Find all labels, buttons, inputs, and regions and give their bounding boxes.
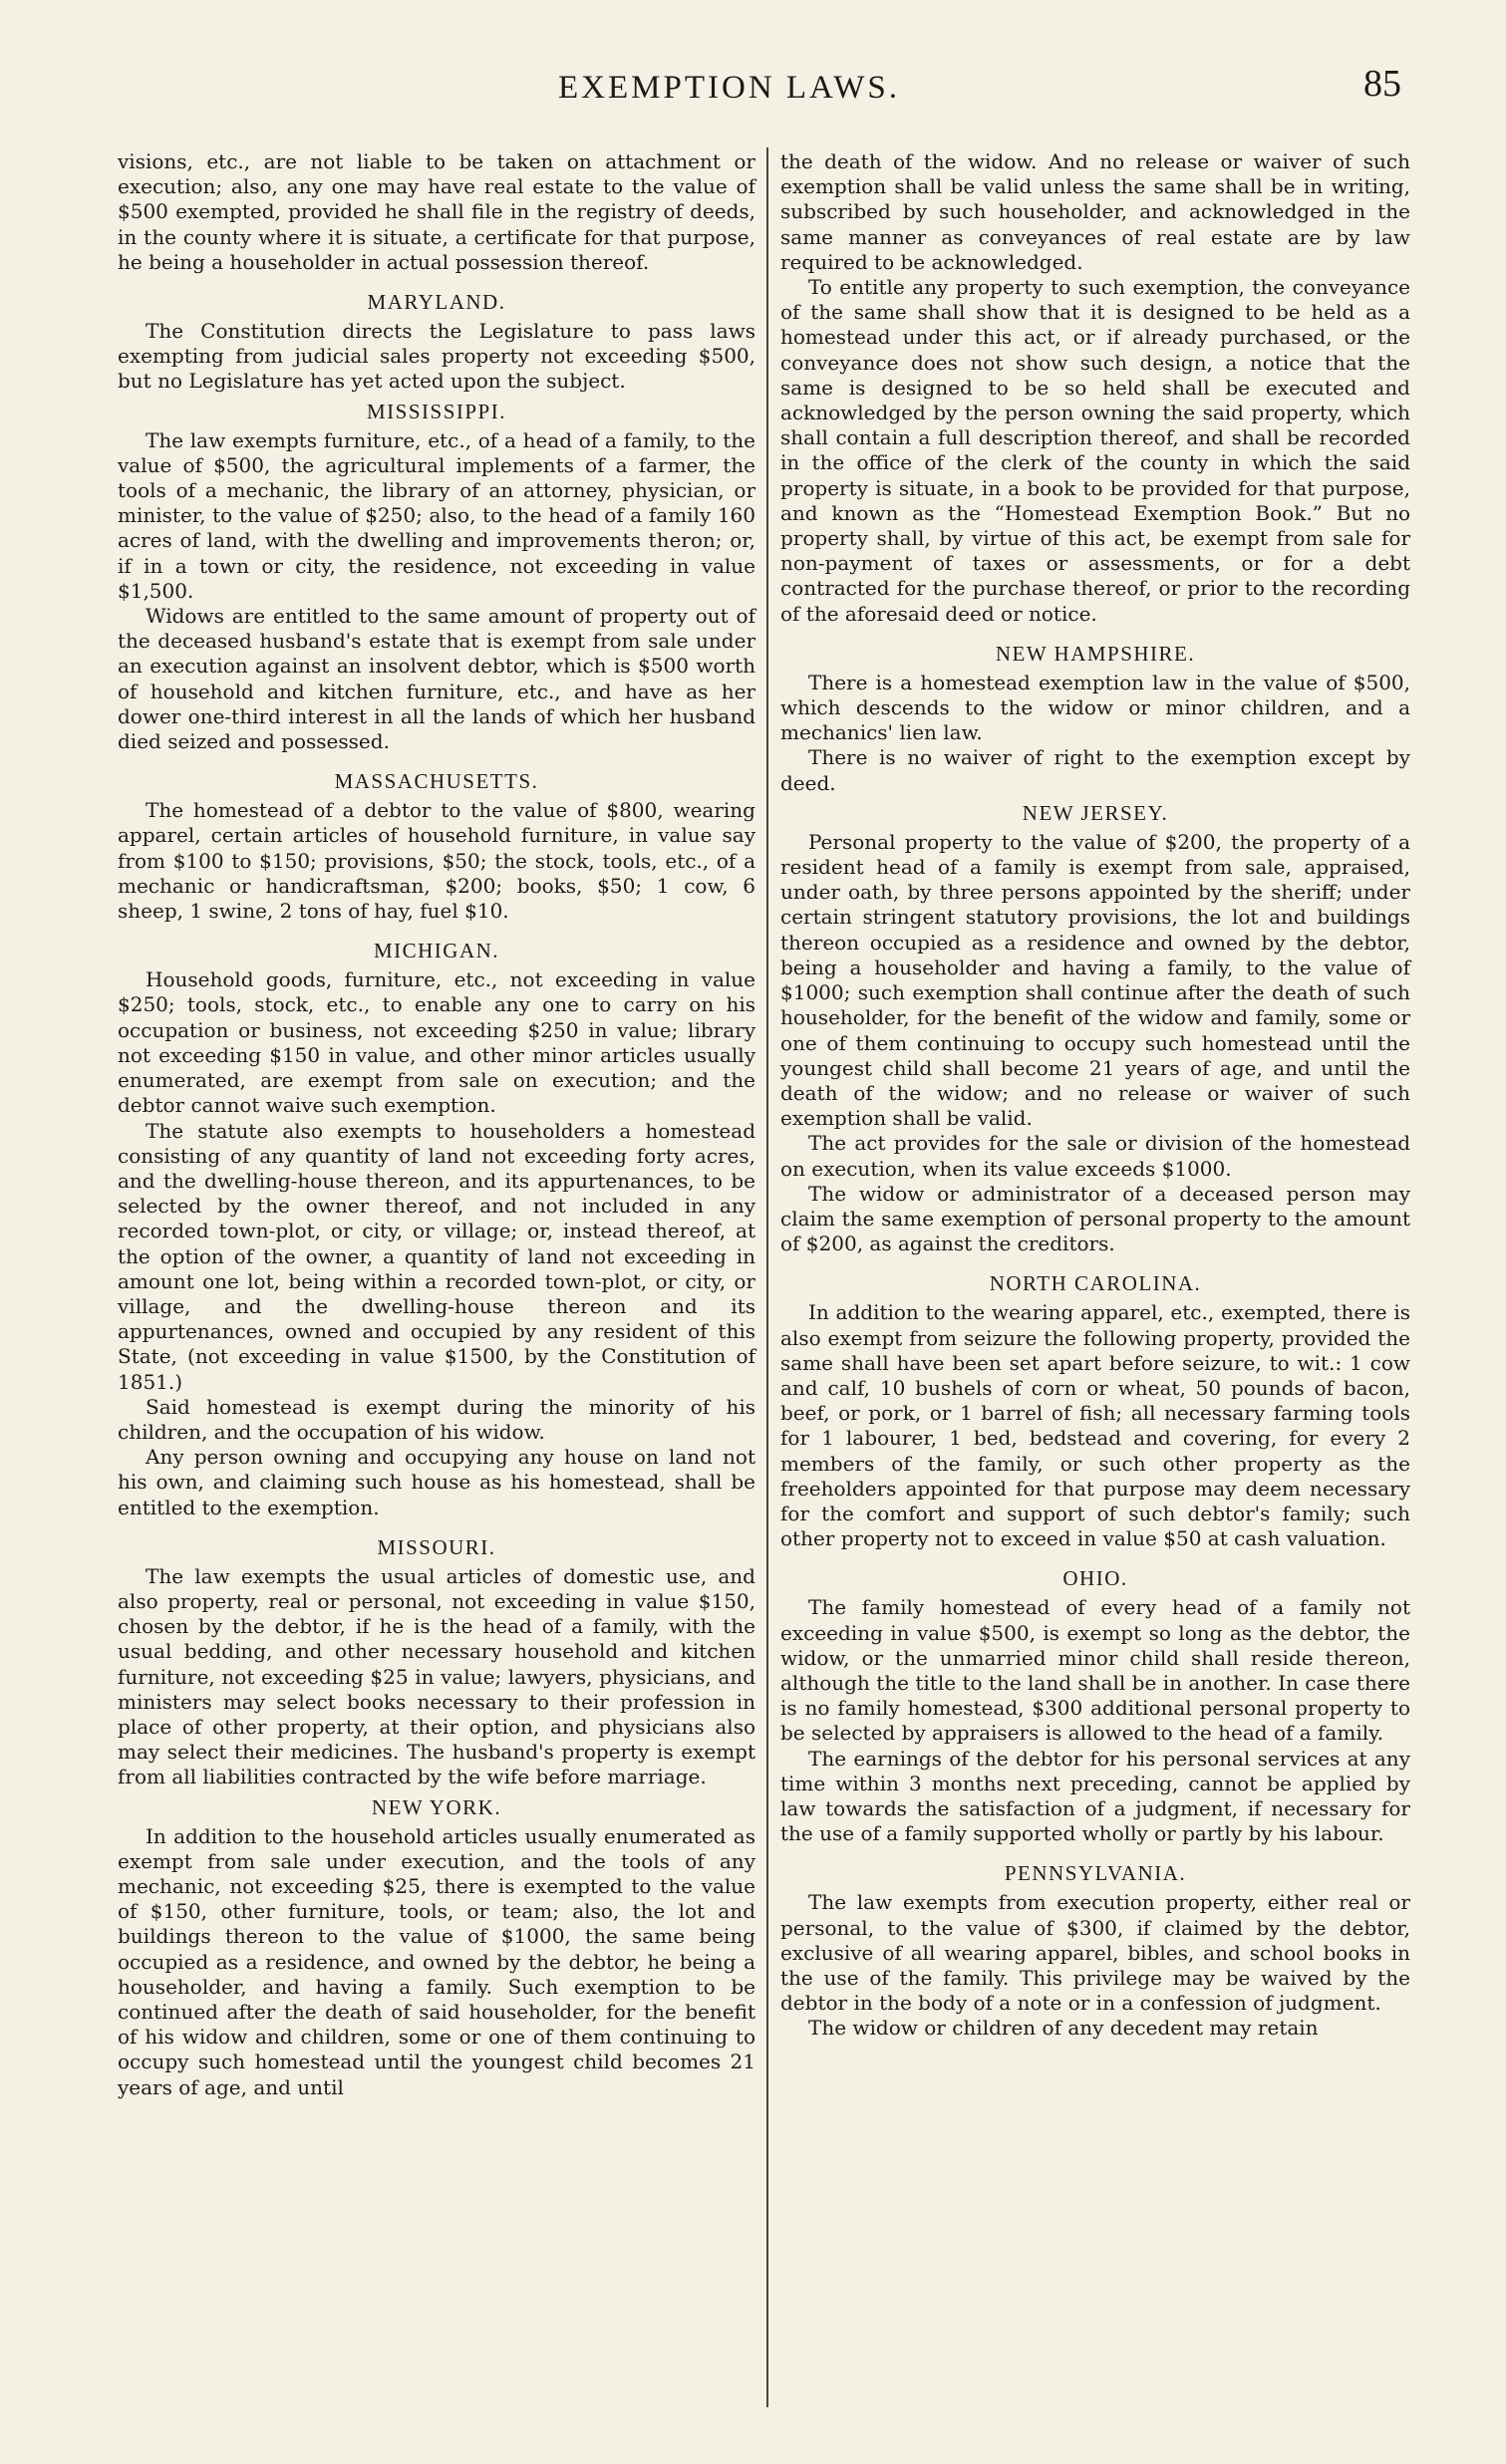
paragraph: The family homestead of every head of a family not exceeding in value $500, is exempt so long as the debtor, the widow, or the unmarried minor child shall reside thereon, although the title to the land shall be in another. In case there is no family homestead, $300 additional personal property to be selected by appraisers is allowed to the head of a family. <box>780 1595 1410 1746</box>
section-heading-missouri: MISSOURI. <box>377 1534 496 1559</box>
paragraph: The law exempts the usual articles of domestic use, and also property, real or personal, not exceeding in value $150, chosen by the debtor, if he is the head of a family, with the usual bedding, and other necessary household and kitchen furniture, not exceeding $25 in value; lawyers, physicians, and ministers may select books necessary to their profession in place of other property, at their option, and physicians also may select their medicines. The husband's property is exempt from all liabilities contracted by the wife before marriage. <box>118 1563 755 1789</box>
section-heading-michigan: MICHIGAN. <box>373 939 500 963</box>
section-heading-new-york: NEW YORK. <box>371 1794 502 1819</box>
paragraph: The widow or administrator of a deceased person may claim the same exemption of personal property to the amount of $200, as against the creditors. <box>780 1181 1410 1256</box>
section-heading-north-carolina: NORTH CAROLINA. <box>989 1271 1202 1296</box>
paragraph: The widow or children of any decedent may retain <box>808 2016 1319 2041</box>
continued-paragraph: the death of the widow. And no release or waiver of such exemption shall be valid unless the same shall be in writing, subscribed by such householder, and acknowledged in the same manner as conveyances of real estate are by law required to be acknowledged. <box>780 149 1410 274</box>
right-column <box>780 149 1410 2042</box>
paragraph: Said homestead is exempt during the minority of his children, and the occupation of his widow. <box>118 1394 755 1444</box>
section-heading-mississippi: MISSISSIPPI. <box>367 399 506 423</box>
paragraph: The Constitution directs the Legislature to pass laws exempting from judicial sales property not exceeding $500, but no Legislature has yet acted upon the subject. <box>118 319 755 394</box>
paragraph: The homestead of a debtor to the value of $800, wearing apparel, certain articles of household furniture, in value say from $100 to $150; provisions, $50; the stock, tools, etc., of a mechanic or handicraftsman, $200; books, $50; 1 cow, 6 sheep, 1 swine, 2 tons of hay, fuel $10. <box>118 798 755 924</box>
paragraph: The law exempts from execution property, either real or personal, to the value of $300, if claimed by the debtor, exclusive of all wearing apparel, bibles, and school books in the use of the family. This privilege may be waived by the debtor in the body of a note or in a confession of judgment. <box>780 1890 1410 2016</box>
page-number: 85 <box>1363 63 1401 105</box>
paragraph: In addition to the wearing apparel, etc., exempted, there is also exempt from seizure the following property, provided the same shall have been set apart before seizure, to wit.: 1 cow and calf, 10 bushels of corn or wheat, 50 pounds of bacon, beef, or pork, or 1 barrel of fish; all necessary farming tools for 1 labourer, 1 bed, bedstead and covering, for every 2 members of the family, or such other property as the freeholders appointed for that purpose may deem necessary for the comfort and support of such debtor's family; such other property not to exceed in value $50 at cash valuation. <box>780 1300 1410 1551</box>
left-column <box>118 149 755 2100</box>
paragraph: The act provides for the sale or division of the homestead on execution, when its value exceeds $1000. <box>780 1131 1410 1181</box>
section-heading-ohio: OHIO. <box>1062 1566 1128 1591</box>
paragraph: The earnings of the debtor for his personal services at any time within 3 months next preceding, cannot be applied by law towards the satisfaction of a judgment, if necessary for the use of a family supported wholly or partly by his labour. <box>780 1746 1410 1846</box>
continued-paragraph: visions, etc., are not liable to be taken on attachment or execution; also, any one may have real estate to the value of $500 exempted, provided he shall file in the registry of deeds, in the county where it is situate, a certificate for that purpose, he being a householder in actual possession thereof. <box>118 149 755 274</box>
paragraph: There is no waiver of right to the exemption except by deed. <box>780 745 1410 795</box>
section-heading-massachusetts: MASSACHUSETTS. <box>334 769 539 794</box>
section-heading-new-hampshire: NEW HAMPSHIRE. <box>995 641 1196 666</box>
running-header <box>0 62 1506 112</box>
section-heading-maryland: MARYLAND. <box>367 290 506 315</box>
paragraph: To entitle any property to such exemption, the conveyance of the same shall show that it is designed to be held as a homestead under this act, or if already purchased, or the conveyance does not show such design, a notice that the same is designed to be so held shall be executed and acknowledged by the person owning the said property, which shall contain a full description thereof, and shall be recorded in the office of the clerk of the county in which the said property is situate, in a book to be provided for that purpose, and known as the “Homestead Exemption Book.” But no property shall, by virtue of this act, be exempt from sale for non-payment of taxes or assessments, or for a debt contracted for the purchase thereof, or prior to the recording of the aforesaid deed or notice. <box>780 275 1410 626</box>
paragraph: Any person owning and occupying any house on land not his own, and claiming such house as his homestead, shall be entitled to the exemption. <box>118 1445 755 1519</box>
paragraph: Personal property to the value of $200, the property of a resident head of a family is exempt from sale, appraised, under oath, by three persons appointed by the sheriff; under certain stringent statutory provisions, the lot and buildings thereon occupied as a residence and owned by the debtor, being a householder and having a family, to the value of $1000; such exemption shall continue after the death of such householder, for the benefit of the widow and family, some or one of them continuing to occupy such homestead until the youngest child shall become 21 years of age, and until the death of the widow; and no release or waiver of such exemption shall be valid. <box>780 829 1410 1131</box>
paragraph: Household goods, furniture, etc., not exceeding in value $250; tools, stock, etc., to enable any one to carry on his occupation or business, not exceeding $250 in value; library not exceeding $150 in value, and other minor articles usually enumerated, are exempt from sale on execution; and the debtor cannot waive such exemption. <box>118 967 755 1118</box>
paragraph: The statute also exempts to householders a homestead consisting of any quantity of land not exceeding forty acres, and the dwelling-house thereon, and its appurtenances, to be selected by the owner thereof, and not included in any recorded town-plot, or city, or village; or, instead thereof, at the option of the owner, a quantity of land not exceeding in amount one lot, being within a recorded town-plot, or city, or village, and the dwelling-house thereon and its appurtenances, owned and occupied by any resident of this State, (not exceeding in value $1500, by the Constitution of 1851.) <box>118 1118 755 1394</box>
section-heading-new-jersey: NEW JERSEY. <box>1022 800 1169 825</box>
paragraph: There is a homestead exemption law in the value of $500, which descends to the widow or minor children, and a mechanics' lien law. <box>780 670 1410 745</box>
paragraph: In addition to the household articles usually enumerated as exempt from sale under execution, and the tools of any mechanic, not exceeding $25, there is exempted to the value of $150, other furniture, tools, or team; also, the lot and buildings thereon to the value of $1000, the same being occupied as a residence, and owned by the debtor, he being a householder, and having a family. Such exemption to be continued after the death of said householder, for the benefit of his widow and children, some or one of them continuing to occupy such homestead until the youngest child becomes 21 years of age, and until <box>118 1823 755 2099</box>
paragraph: The law exempts furniture, etc., of a head of a family, to the value of $500, the agricultural implements of a farmer, the tools of a mechanic, the library of an attorney, physician, or minister, to the value of $250; also, to the head of a family 160 acres of land, with the dwelling and improvements theron; or, if in a town or city, the residence, not exceeding in value $1,500. <box>118 427 755 603</box>
column-divider <box>766 147 768 2407</box>
paragraph: Widows are entitled to the same amount of property out of the deceased husband's estate that is exempt from sale under an execution against an insolvent debtor, which is $500 worth of household and kitchen furniture, etc., and have as her dower one-third interest in all the lands of which her husband died seized and possessed. <box>118 604 755 754</box>
running-title: EXEMPTION LAWS. <box>558 70 900 106</box>
section-heading-pennsylvania: PENNSYLVANIA. <box>1004 1861 1187 1886</box>
